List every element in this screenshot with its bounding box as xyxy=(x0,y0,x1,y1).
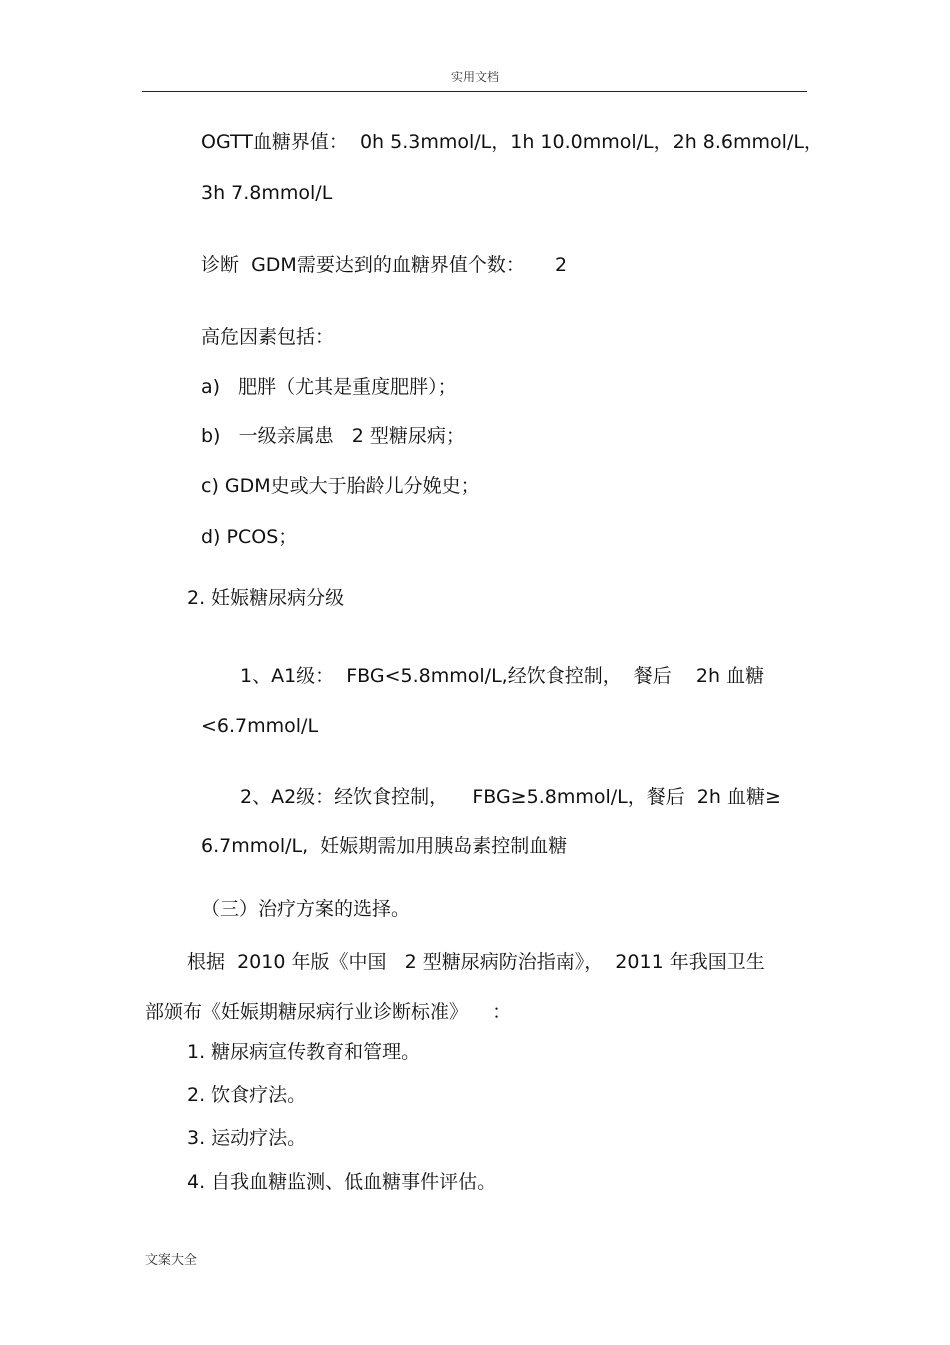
treatment-item-4: 4. 自我血糖监测、低血糖事件评估。 xyxy=(187,1171,497,1193)
grade-a1-line-2: <6.7mmol/L xyxy=(201,715,319,737)
header-divider xyxy=(142,91,807,92)
treatment-item-3: 3. 运动疗法。 xyxy=(187,1127,307,1149)
grade-a1-line-1: 1、A1级： FBG<5.8mmol/L,经饮食控制， 餐后 2h 血糖 xyxy=(240,665,765,687)
section-3-heading: （三）治疗方案的选择。 xyxy=(201,898,411,920)
treatment-item-1: 1. 糖尿病宣传教育和管理。 xyxy=(187,1041,421,1063)
risk-factors-heading: 高危因素包括： xyxy=(201,326,335,348)
ogtt-threshold-line-1: OGTT血糖界值： 0h 5.3mmol/L，1h 10.0mmol/L，2h 8.6mmol/L， xyxy=(201,131,823,153)
page-header-title: 实用文档 xyxy=(450,70,499,84)
treatment-item-2: 2. 饮食疗法。 xyxy=(187,1084,307,1106)
gdm-diagnosis-count: 诊断 GDM需要达到的血糖界值个数： 2 xyxy=(201,254,568,276)
risk-factor-c: c) GDM史或大于胎龄儿分娩史； xyxy=(201,475,480,497)
risk-factor-b: b) 一级亲属患 2 型糖尿病； xyxy=(201,425,465,447)
risk-factor-a: a) 肥胖（尤其是重度肥胖）； xyxy=(201,376,457,398)
page-footer-text: 文案大全 xyxy=(145,1253,198,1268)
risk-factor-d: d) PCOS； xyxy=(201,526,298,548)
grade-a2-line-1: 2、A2级：经饮食控制， FBG≥5.8mmol/L，餐后 2h 血糖≥ xyxy=(240,786,781,808)
basis-paragraph-line-1: 根据 2010 年版《中国 2 型糖尿病防治指南》， 2011 年我国卫生 xyxy=(187,951,765,973)
grade-a2-line-2: 6.7mmol/L, 妊娠期需加用胰岛素控制血糖 xyxy=(201,835,568,857)
basis-paragraph-line-2: 部颁布《妊娠期糖尿病行业诊断标准》 ： xyxy=(145,1001,512,1023)
section-2-heading: 2. 妊娠糖尿病分级 xyxy=(187,587,345,609)
ogtt-threshold-line-2: 3h 7.8mmol/L xyxy=(201,182,333,204)
